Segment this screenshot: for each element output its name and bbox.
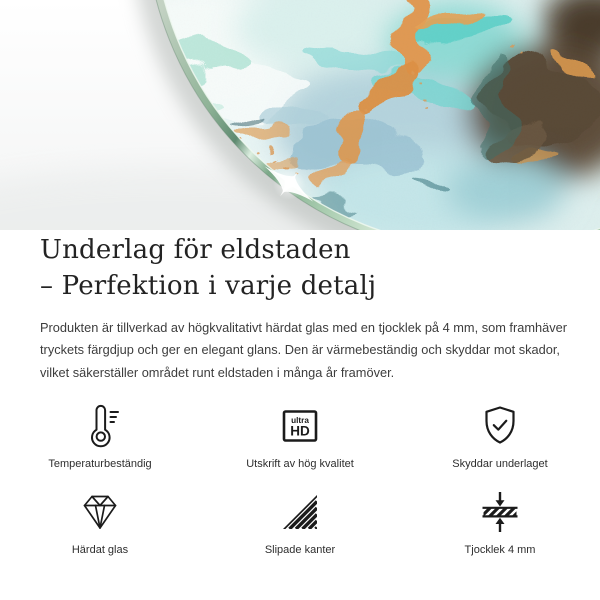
- feature-temperature-resistant: [0, 402, 200, 471]
- glass-pad-illustration: [0, 0, 600, 230]
- feature-label: Skyddar underlaget: [452, 457, 548, 470]
- thermometer-icon: [76, 402, 124, 450]
- features-grid: [0, 402, 600, 557]
- title-line-2: – Perfektion i varje detalj: [40, 271, 377, 301]
- diamond-icon: [76, 488, 124, 536]
- thickness-icon: [476, 488, 524, 536]
- shield-check-icon: [476, 402, 524, 450]
- description-section: [0, 232, 600, 557]
- product-description: [40, 317, 568, 384]
- description-line: vilket säkerställer området runt eldstaden i många år framöver.: [40, 364, 395, 380]
- page-title: [40, 232, 560, 304]
- feature-thickness: [400, 488, 600, 557]
- feature-high-quality-print: [200, 402, 400, 471]
- description-line: Produkten är tillverkad av högkvalitativt härdat glas med en tjocklek på 4 mm, som framhäver: [40, 320, 568, 335]
- ultra-hd-icon-text-top: ultra: [291, 415, 309, 425]
- feature-polished-edges: [200, 488, 400, 557]
- feature-label: Härdat glas: [71, 543, 129, 556]
- product-hero-image: [0, 0, 600, 230]
- feature-label: Tjocklek 4 mm: [464, 543, 536, 556]
- ultra-hd-icon: [276, 402, 324, 450]
- feature-label: Utskrift av hög kvalitet: [246, 457, 354, 470]
- feature-label: Slipade kanter: [264, 543, 336, 556]
- feature-tempered-glass: [0, 488, 200, 557]
- ultra-hd-icon-text-bottom: HD: [290, 423, 310, 439]
- description-line: tryckets färgdjup och ger en elegant glans. Den är värmebeständig och skyddar mot skador,: [40, 342, 560, 358]
- title-line-1: Underlag för eldstaden: [40, 235, 351, 265]
- feature-protects-surface: [400, 402, 600, 471]
- feature-label: Temperaturbeständig: [48, 457, 152, 470]
- beveled-edges-icon: [276, 488, 324, 536]
